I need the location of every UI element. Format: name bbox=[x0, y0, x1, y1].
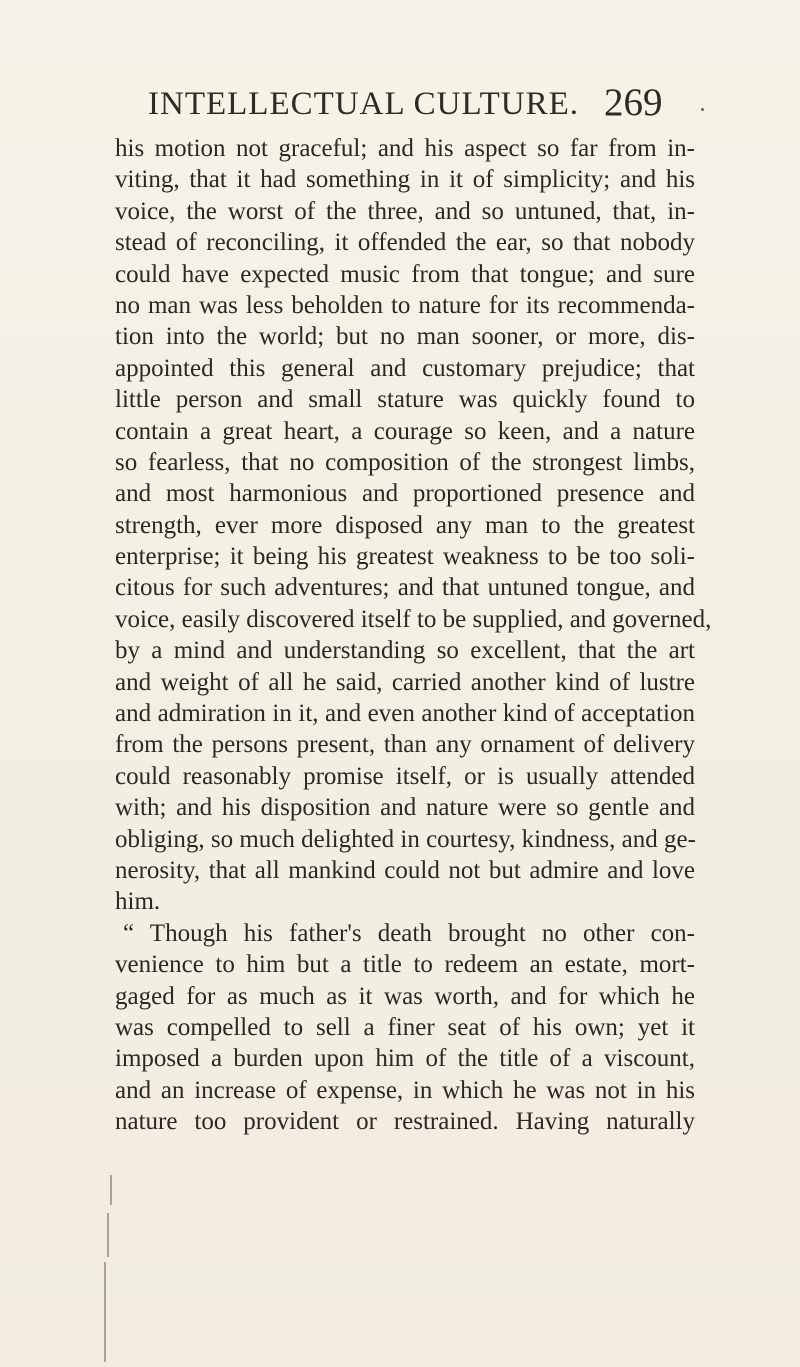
text-line: and an increase of expense, in which he was not in his bbox=[115, 1076, 695, 1104]
text-line: could reasonably promise itself, or is usually attended bbox=[115, 762, 695, 790]
text-line: contain a great heart, a courage so keen, and a nature bbox=[115, 417, 695, 445]
text-line: little person and small stature was quickly found to bbox=[115, 386, 695, 414]
text-line: from the persons present, than any ornament of delivery bbox=[115, 731, 695, 759]
text-line: imposed a burden upon him of the title of a viscount, bbox=[115, 1045, 695, 1073]
text-line: could have expected music from that tongue; and sure bbox=[115, 260, 695, 288]
paragraph-end-line: him. bbox=[115, 888, 161, 916]
text-line: so fearless, that no composition of the strongest limbs, bbox=[115, 448, 695, 476]
text-line: with; and his disposition and nature were so gentle and bbox=[115, 794, 695, 822]
body-text bbox=[115, 133, 712, 1138]
text-line: was compelled to sell a finer seat of his own; yet it bbox=[115, 1013, 695, 1041]
running-head bbox=[0, 81, 800, 126]
margin-rule bbox=[110, 1175, 112, 1205]
text-line: and admiration in it, and even another kind of acceptation bbox=[115, 700, 695, 728]
text-line: no man was less beholden to nature for its recommenda- bbox=[115, 291, 695, 319]
text-line: voice, the worst of the three, and so untuned, that, in- bbox=[115, 197, 695, 225]
text-line: and weight of all he said, carried another kind of lustre bbox=[115, 668, 695, 696]
margin-rule bbox=[107, 1213, 109, 1257]
text-line: stead of reconciling, it offended the ear, so that nobody bbox=[115, 229, 695, 257]
text-line: nature too provident or restrained. Having naturally bbox=[115, 1108, 695, 1136]
margin-rule bbox=[104, 1262, 106, 1362]
text-line: tion into the world; but no man sooner, or more, dis- bbox=[115, 323, 695, 351]
text-line: citous for such adventures; and that untuned tongue, and bbox=[115, 574, 695, 602]
running-head-title: INTELLECTUAL CULTURE. bbox=[148, 86, 580, 122]
paragraph-start-line: “ Though his father's death brought no other con- bbox=[123, 919, 695, 947]
text-line: and most harmonious and proportioned presence and bbox=[115, 480, 695, 508]
page-number: 269 bbox=[604, 81, 663, 124]
text-line: obliging, so much delighted in courtesy, kindness, and ge- bbox=[115, 825, 696, 853]
text-line: nerosity, that all mankind could not but admire and love bbox=[115, 856, 695, 884]
text-line: his motion not graceful; and his aspect so far from in- bbox=[115, 135, 695, 162]
text-line: enterprise; it being his greatest weakness to be too soli- bbox=[115, 543, 695, 571]
text-line: gaged for as much as it was worth, and for which he bbox=[115, 982, 695, 1010]
text-line: appointed this general and customary prejudice; that bbox=[115, 354, 695, 382]
margin-speck bbox=[701, 108, 704, 111]
text-line: venience to him but a title to redeem an estate, mort- bbox=[115, 951, 695, 979]
text-line: voice, easily discovered itself to be supplied, and governed, bbox=[115, 605, 712, 633]
text-line: strength, ever more disposed any man to the greatest bbox=[115, 511, 695, 539]
text-line: by a mind and understanding so excellent, that the art bbox=[115, 637, 695, 665]
text-line: viting, that it had something in it of simplicity; and his bbox=[115, 166, 695, 194]
